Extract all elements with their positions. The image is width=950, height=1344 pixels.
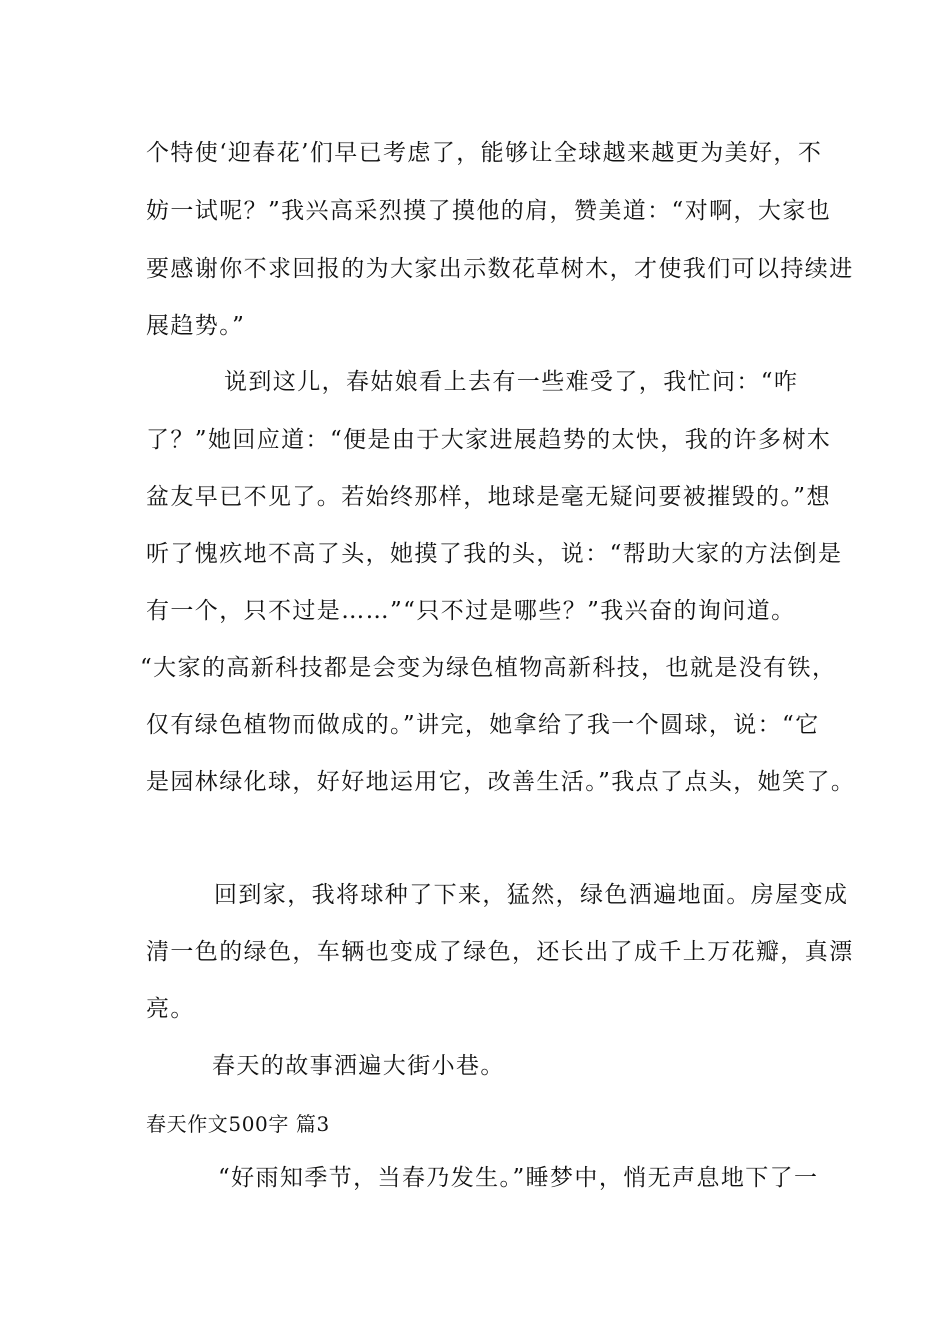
paragraph-line: “好雨知季节，当春乃发生。”睡梦中，悄无声息地下了一 [218, 1165, 819, 1191]
paragraph-line: 亮。 [146, 996, 195, 1022]
paragraph-line: 要感谢你不求回报的为大家出示数花草树木，才使我们可以持续进 [146, 256, 854, 282]
paragraph-line: 个特使‘迎春花’们早已考虑了，能够让全球越来越更为美好，不 [146, 140, 823, 166]
paragraph-line: 春天的故事洒遍大街小巷。 [212, 1053, 505, 1079]
paragraph-line: 仅有绿色植物而做成的。”讲完，她拿给了我一个圆球，说：“它 [146, 712, 820, 738]
paragraph-line: 是园林绿化球，好好地运用它，改善生活。”我点了点头，她笑了。 [146, 769, 856, 795]
paragraph-line: 了？”她回应道：“便是由于大家进展趋势的太快，我的许多树木 [146, 427, 832, 453]
section-heading: 春天作文500字 篇3 [146, 1112, 330, 1136]
paragraph-line: 有一个，只不过是……”“只不过是哪些？”我兴奋的询问道。 [146, 598, 796, 624]
paragraph-line: 展趋势。” [146, 313, 246, 339]
paragraph-line: “大家的高新科技都是会变为绿色植物高新科技，也就是没有铁， [140, 655, 837, 681]
paragraph-line: 妨一试呢？”我兴高采烈摸了摸他的肩，赞美道：“对啊，大家也 [146, 198, 832, 224]
paragraph-line: 听了愧疚地不高了头，她摸了我的头，说：“帮助大家的方法倒是 [146, 541, 843, 567]
paragraph-line: 盆友早已不见了。若始终那样，地球是毫无疑问要被摧毁的。”想 [146, 484, 831, 510]
paragraph-line: 清一色的绿色，车辆也变成了绿色，还长出了成千上万花瓣，真漂 [146, 939, 854, 965]
paragraph-line: 说到这儿，春姑娘看上去有一些难受了，我忙问：“咋 [224, 369, 799, 395]
paragraph-line: 回到家，我将球种了下来，猛然，绿色洒遍地面。房屋变成 [214, 882, 849, 908]
